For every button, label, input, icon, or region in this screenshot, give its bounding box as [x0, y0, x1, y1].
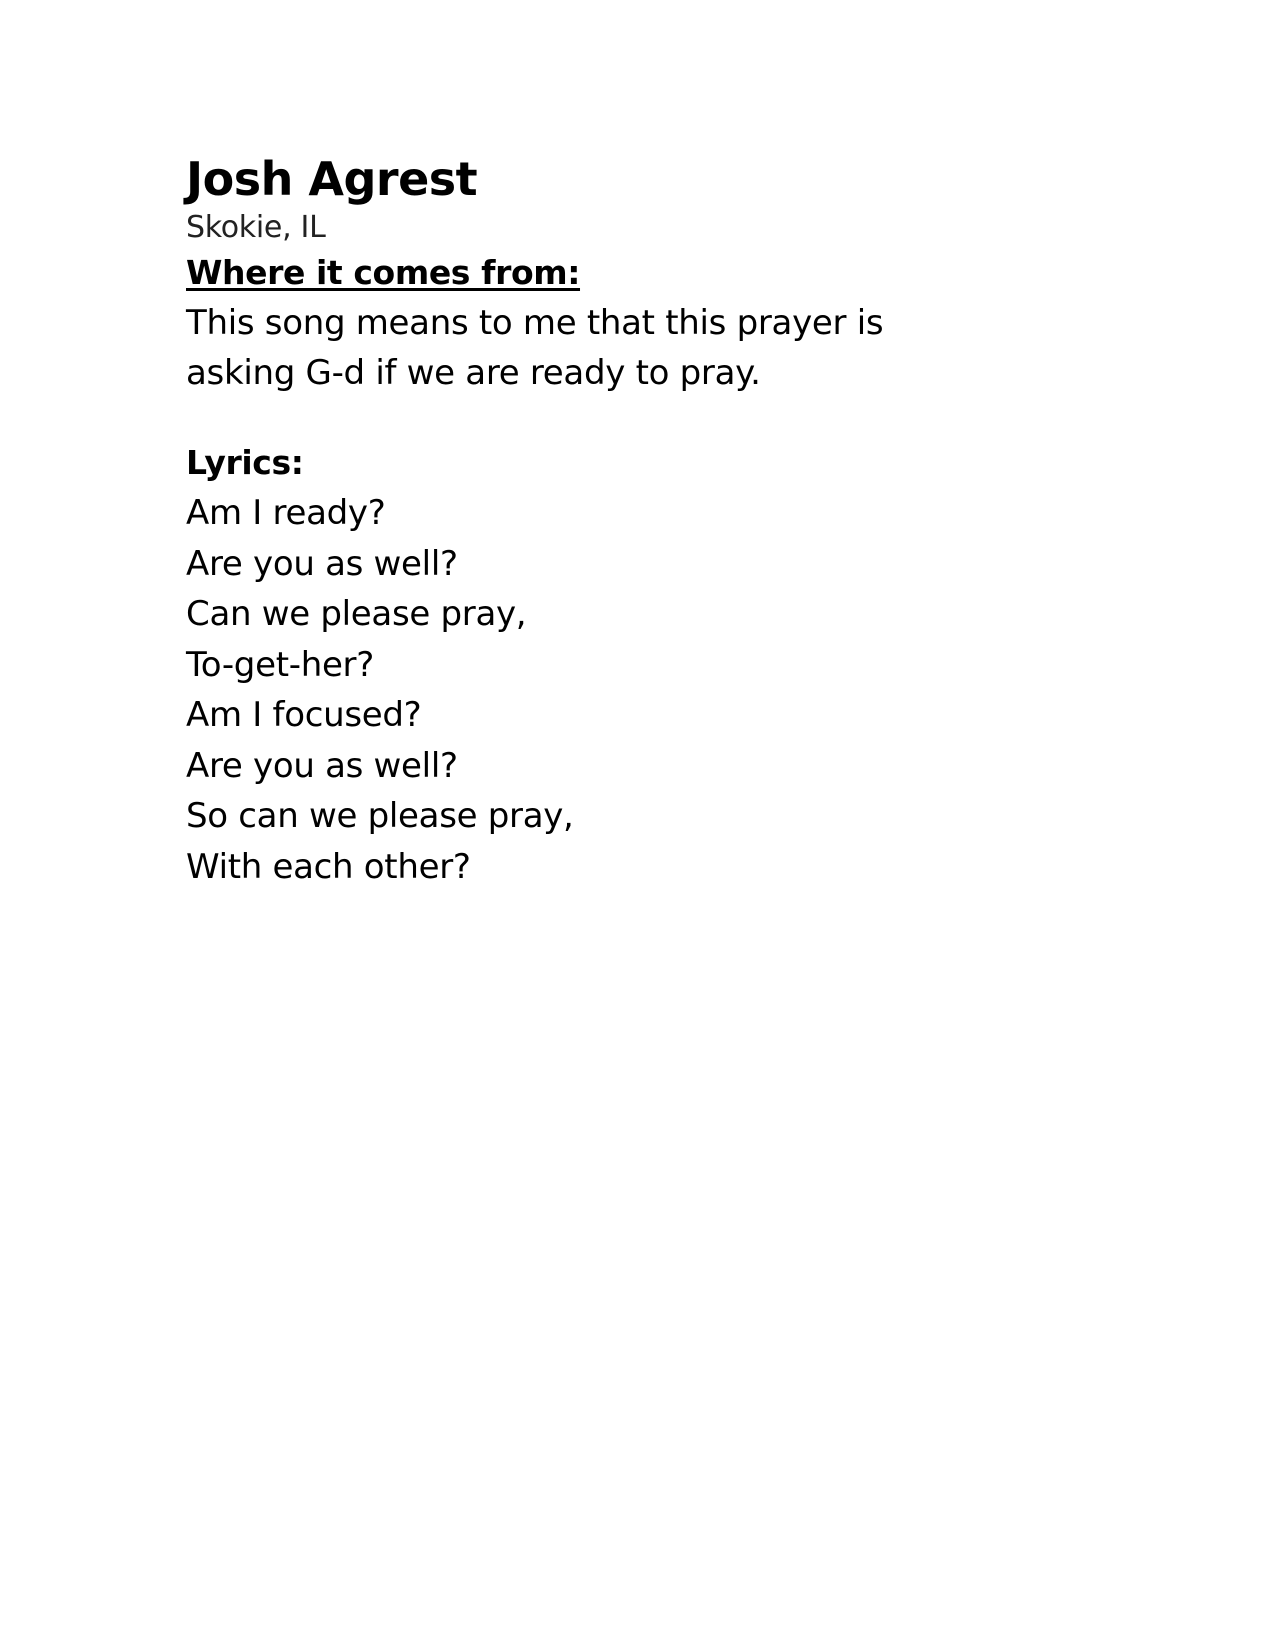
- author-location: Skokie, IL: [186, 210, 326, 245]
- section-spacer: [186, 398, 1086, 438]
- lyric-line: Am I ready?: [186, 493, 386, 533]
- lyric-line: Can we please pray,: [186, 594, 527, 634]
- lyrics-heading: Lyrics:: [186, 443, 304, 482]
- lyric-line: To-get-her?: [186, 644, 374, 685]
- author-name: Josh Agrest: [186, 152, 478, 206]
- lyrics-list: [186, 488, 1086, 892]
- lyric-line: Are you as well?: [186, 745, 458, 786]
- lyric-line: So can we please pray,: [186, 796, 574, 836]
- origin-line: asking G-d if we are ready to pray.: [186, 353, 761, 393]
- origin-heading: Where it comes from:: [186, 253, 581, 292]
- lyric-line: Am I focused?: [186, 695, 422, 735]
- lyric-line: Are you as well?: [186, 543, 458, 584]
- document-page: [186, 150, 1086, 892]
- lyric-line: With each other?: [186, 846, 471, 887]
- origin-line: This song means to me that this prayer is: [186, 303, 884, 343]
